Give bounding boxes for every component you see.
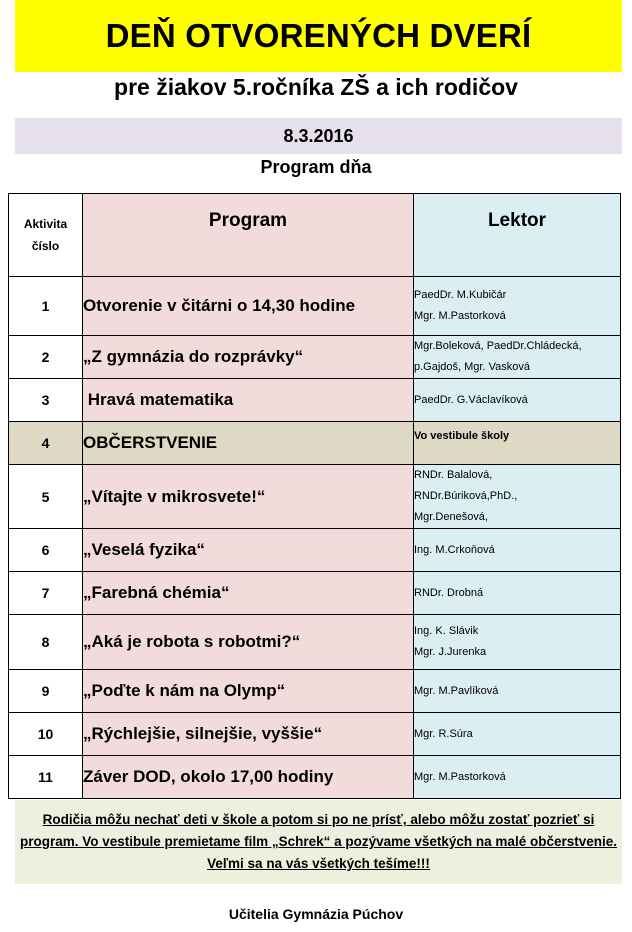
table-row: [9, 756, 621, 799]
activity-number: 7: [9, 572, 83, 615]
lector-name: PaedDr. G.Václavíková: [414, 393, 528, 406]
lector-name: Mgr.Denešová,: [414, 511, 488, 523]
activity-program: Hravá matematika: [83, 379, 414, 422]
activity-lector: [414, 529, 621, 572]
activity-lector: [414, 277, 621, 336]
activity-lector: [414, 670, 621, 713]
parent-notice: Rodičia môžu nechať deti v škole a potom si po ne prísť, alebo môžu zostať pozrieť si program. Vo vestibule premietame film „Schrek“ a pozývame všetkých na malé občerstvenie. Veľmi sa na vás všetkých tešíme!!!: [15, 800, 622, 884]
activity-number: 1: [9, 277, 83, 336]
lector-name: Mgr. J.Jurenka: [414, 646, 487, 658]
activity-program: „Veselá fyzika“: [83, 529, 414, 572]
lector-name: RNDr.Búriková,PhD.,: [414, 490, 518, 502]
lector-name: Ing. M.Crkoňová: [414, 543, 495, 556]
footer-signature: Učitelia Gymnázia Púchov: [228, 906, 404, 922]
activity-program: „Vítajte v mikrosvete!“: [83, 465, 414, 529]
header-activity-number: Aktivita číslo: [9, 194, 83, 277]
activity-program: „Aká je robota s robotmi?“: [83, 615, 414, 670]
table-row: [9, 713, 621, 756]
activity-number: 3: [9, 379, 83, 422]
activity-number: 9: [9, 670, 83, 713]
activity-program: Záver DOD, okolo 17,00 hodiny: [83, 756, 414, 799]
activity-lector: [414, 615, 621, 670]
page-title: DEŇ OTVORENÝCH DVERÍ: [105, 17, 532, 54]
schedule-table: [8, 193, 621, 799]
activity-program: „Z gymnázia do rozprávky“: [83, 336, 414, 379]
activity-number: 8: [9, 615, 83, 670]
table-row: [9, 670, 621, 713]
activity-program: OBČERSTVENIE: [83, 422, 414, 465]
lector-name: RNDr. Drobná: [414, 586, 484, 599]
activity-program: „Rýchlejšie, silnejšie, vyššie“: [83, 713, 414, 756]
lector-name: Mgr. R.Súra: [414, 727, 473, 740]
activity-number: 6: [9, 529, 83, 572]
table-row: [9, 572, 621, 615]
lector-name: RNDr. Balalová,: [414, 469, 493, 481]
table-header-row: [9, 194, 621, 277]
event-date: 8.3.2016: [15, 118, 622, 154]
lector-name: PaedDr. M.Kubičár: [414, 289, 507, 301]
activity-program: „Farebná chémia“: [83, 572, 414, 615]
activity-lector: [414, 422, 621, 465]
activity-lector: [414, 465, 621, 529]
table-row: [9, 277, 621, 336]
activity-lector: [414, 572, 621, 615]
table-row: [9, 615, 621, 670]
header-program: Program: [83, 194, 414, 277]
lector-name: Mgr. M.Pastorková: [414, 770, 506, 783]
lector-name: p.Gajdoš, Mgr. Vasková: [414, 361, 530, 373]
program-heading: Program dňa: [260, 157, 372, 177]
activity-number: 11: [9, 756, 83, 799]
table-row: [9, 465, 621, 529]
activity-number: 2: [9, 336, 83, 379]
table-row: [9, 379, 621, 422]
lector-name: Vo vestibule školy: [414, 430, 510, 442]
header-lector: Lektor: [414, 194, 621, 277]
title-banner: [15, 0, 622, 72]
table-row: [9, 529, 621, 572]
activity-program: „Poďte k nám na Olymp“: [83, 670, 414, 713]
activity-number: 4: [9, 422, 83, 465]
activity-number: 10: [9, 713, 83, 756]
lector-name: Mgr. M.Pastorková: [414, 310, 506, 322]
table-row: [9, 336, 621, 379]
activity-lector: [414, 379, 621, 422]
activity-lector: [414, 336, 621, 379]
activity-number: 5: [9, 465, 83, 529]
lector-name: Mgr.Boleková, PaedDr.Chládecká,: [414, 340, 582, 352]
lector-name: Ing. K. Slávik: [414, 625, 479, 637]
activity-lector: [414, 756, 621, 799]
lector-name: Mgr. M.Pavlíková: [414, 684, 499, 697]
activity-lector: [414, 713, 621, 756]
subtitle: pre žiakov 5.ročníka ZŠ a ich rodičov: [114, 74, 518, 100]
activity-program: Otvorenie v čitárni o 14,30 hodine: [83, 277, 414, 336]
table-row: [9, 422, 621, 465]
